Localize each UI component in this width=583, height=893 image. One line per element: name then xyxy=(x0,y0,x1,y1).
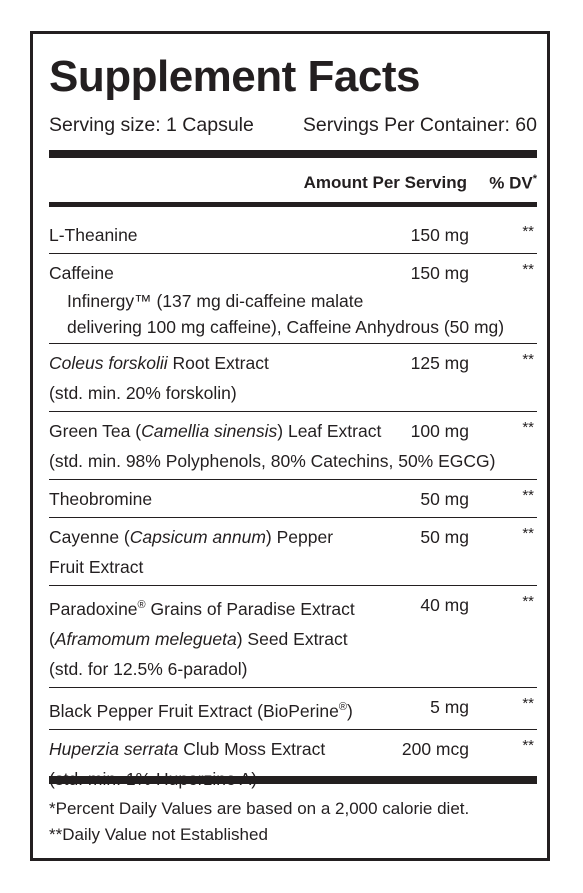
ingredient-detail: Fruit Extract xyxy=(49,557,144,577)
ingredient-dv: ** xyxy=(522,351,534,368)
ingredient-name: Cayenne (Capsicum annum) Pepper xyxy=(49,527,334,547)
ingredient-amount: 125 mg xyxy=(410,353,469,373)
header-divider xyxy=(49,202,537,207)
ingredient-dv: ** xyxy=(522,223,534,240)
ingredient-dv: ** xyxy=(522,694,534,712)
panel-title: Supplement Facts xyxy=(49,52,420,101)
footnotes xyxy=(49,796,537,848)
footnote-percent-dv: *Percent Daily Values are based on a 2,000 calorie diet. xyxy=(49,799,470,818)
ingredient-subdetail: Infinergy™ (137 mg di-caffeine malate xyxy=(67,291,364,311)
ingredient-name: L-Theanine xyxy=(49,225,138,245)
ingredient-amount: 150 mg xyxy=(410,263,469,283)
ingredient-dv: ** xyxy=(522,487,534,504)
ingredient-name: Paradoxine® Grains of Paradise Extract xyxy=(49,598,355,619)
ingredient-detail: (Aframomum melegueta) Seed Extract xyxy=(49,628,348,649)
ingredient-row xyxy=(49,344,537,412)
ingredient-name: Caffeine xyxy=(49,263,114,283)
top-divider xyxy=(49,150,537,158)
ingredient-dv: ** xyxy=(522,419,534,436)
ingredient-dv: ** xyxy=(522,736,534,754)
ingredient-row xyxy=(49,518,537,586)
ingredient-name: Green Tea (Camellia sinensis) Leaf Extract xyxy=(49,421,382,441)
supplement-facts-panel xyxy=(30,31,550,861)
footnote-not-established: **Daily Value not Established xyxy=(49,825,268,844)
ingredient-detail: (std. min. 20% forskolin) xyxy=(49,383,237,403)
ingredient-dv: ** xyxy=(522,593,534,610)
ingredient-amount: 200 mcg xyxy=(401,738,469,759)
ingredient-amount: 5 mg xyxy=(430,696,469,717)
ingredient-row xyxy=(49,688,537,730)
ingredient-name: Black Pepper Fruit Extract (BioPerine®) xyxy=(49,700,353,721)
ingredient-name: Huperzia serrata Club Moss Extract xyxy=(49,738,326,759)
ingredient-detail: (std. for 12.5% 6-paradol) xyxy=(49,658,248,679)
dv-header: % DV* xyxy=(489,173,537,193)
ingredient-row xyxy=(49,480,537,518)
ingredient-amount: 100 mg xyxy=(410,421,469,441)
ingredient-amount: 50 mg xyxy=(420,527,469,547)
ingredient-list xyxy=(49,216,537,797)
ingredient-name: Theobromine xyxy=(49,489,153,509)
ingredient-row xyxy=(49,412,537,480)
ingredient-row xyxy=(49,254,537,344)
servings-per-container: Servings Per Container: 60 xyxy=(302,114,537,136)
ingredient-row xyxy=(49,216,537,254)
ingredient-row xyxy=(49,730,537,797)
ingredient-name: Coleus forskolii Root Extract xyxy=(49,353,269,373)
ingredient-detail: (std. min. 98% Polyphenols, 80% Catechins, 50% EGCG) xyxy=(49,451,496,471)
ingredient-amount: 150 mg xyxy=(410,225,469,245)
serving-size: Serving size: 1 Capsule xyxy=(49,114,254,136)
ingredient-subdetail: delivering 100 mg caffeine), Caffeine Anhydrous (50 mg) xyxy=(67,317,505,337)
amount-header: Amount Per Serving xyxy=(303,173,467,192)
ingredient-row xyxy=(49,586,537,688)
ingredient-dv: ** xyxy=(522,261,534,278)
bottom-divider xyxy=(49,776,537,784)
ingredient-dv: ** xyxy=(522,525,534,542)
column-header xyxy=(49,170,537,196)
serving-info xyxy=(49,112,537,138)
ingredient-amount: 40 mg xyxy=(420,595,469,615)
ingredient-amount: 50 mg xyxy=(420,489,469,509)
